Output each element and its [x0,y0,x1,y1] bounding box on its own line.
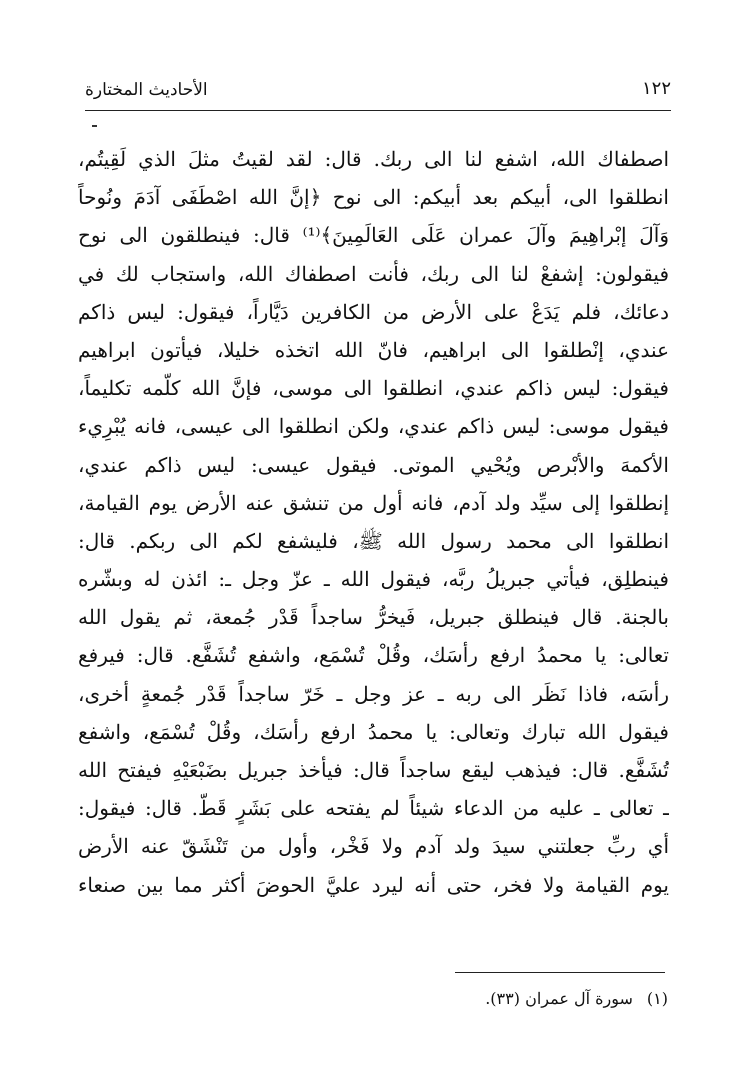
footnote-text: سورة آل عمران (٣٣). [485,989,633,1008]
text-line: فيقولون: إشفعْ لنا الى ربك، فأنت اصطفاك الله، واستجاب لك في [78,261,669,286]
page-number: ١٢٢ [641,78,671,99]
text-line: انطلقوا الى، أبيكم بعد أبيكم: الى نوح ﴿إنَّ الله اصْطَفَى آدَمَ ونُوحاً [78,185,669,210]
text-line: تُشَفَّع. قال: فيذهب ليقع ساجداً قال: فيأخذ جبريل بضَبْعَيْهِ فيفتح الله [78,758,669,782]
text-line: رأسَه، فاذا نَظَر الى ربه ـ عز وجل ـ خَرّ ساجداً قَدْر جُمعةٍ أخرى، [78,681,669,706]
footnote-number: (١) [646,989,668,1008]
text-line: فينطلِق، فيأتي جبريلُ ربَّه، فيقول الله ـ عزّ وجل ـ: ائذن له وبشّره [78,567,669,592]
text-line: دعائك، فلم يَدَعْ على الأرض من الكافرين دَيَّاراً، فيقول: ليس ذاكم [78,299,669,324]
main-text [78,140,669,904]
text-line: اصطفاك الله، اشفع لنا الى ربك. قال: لقد لقيتُ مثلَ الذي لَقِيتُم، [78,147,669,171]
margin-mark [92,125,97,127]
text-line: بالجنة. قال فينطلق جبريل، فَيخرُّ ساجداً قَدْر جُمعة، ثم يقول الله [78,605,669,630]
text-line: ـ تعالى ـ عليه من الدعاء شيئاً لم يفتحه على بَشَرٍ قَطّ. قال: فيقول: [78,796,669,821]
text-line: فيقول الله تبارك وتعالى: يا محمدُ ارفع رأسَك، وقُلْ تُسْمَع، واشفع [78,719,669,744]
text-line: تعالى: يا محمدُ ارفع رأسَك، وقُلْ تُسْمَع، واشفع تُشَفَّع. قال: فيرفع [78,643,669,668]
text-line: إنطلقوا إلى سيِّد ولد آدم، فانه أول من تنشق عنه الأرض يوم القيامة، [78,490,669,515]
text-line: فيقول: ليس ذاكم عندي، انطلقوا الى موسى، فإنَّ الله كلّمه تكليماً، [78,376,669,401]
text-line: أي ربِّ جعلتني سيدَ ولد آدم ولا فَخْر، وأول من تَنْشَقّ عنه الأرض [78,834,669,859]
text-line: الأكمهَ والأبْرص ويُحْيي الموتى. فيقول عيسى: ليس ذاكم عندي، [78,452,669,477]
footnote-divider [455,972,665,973]
text-line: يوم القيامة ولا فخر، حتى أنه ليرد عليَّ الحوضَ أكثر مما بين صنعاء [78,872,669,897]
text-line: عندي، إنْطلقوا الى ابراهيم، فانّ الله اتخذه خليلا، فيأتون ابراهيم [78,337,669,362]
text-line: وَآلَ إبْراهِيمَ وآلَ عمران عَلَى العَالَمِينَ﴾⁽¹⁾ قال: فينطلقون الى نوح [78,223,669,248]
running-title: الأحاديث المختارة [85,80,208,100]
header-divider [85,110,671,111]
footnote [368,989,668,1008]
page-header [85,76,671,106]
text-line: انطلقوا الى محمد رسول الله ﷺ، فليشفع لكم الى ربكم. قال: [78,528,669,553]
text-line: فيقول موسى: ليس ذاكم عندي، ولكن انطلقوا الى عيسى، فانه يُبْرِيء [78,414,669,439]
